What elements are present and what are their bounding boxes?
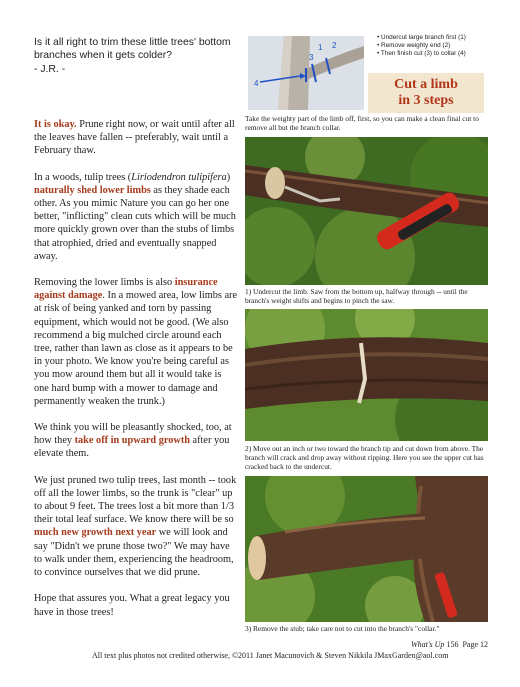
paragraph-text: we will look and say "Didn't we prune those two?" We may have to walk under them, experiencing the headroom, to convince ourselves that we did prune. [34,527,234,579]
highlight-text: insurance against damage [34,277,218,302]
paragraph-text: as they shade each other. As you mimic Nature you can go her one better, "inflicting" clean cuts which will be much more quickly grown over than the stubs of limbs that atrophied, dried and eventually snapped away. [34,184,236,262]
answer-paragraph [34,421,238,461]
paragraph-text: Hope that assures you. What a great legacy you have in those trees! [34,593,230,618]
paragraph-text: We just pruned two tulip trees, last month -- took off all the lower limbs, so the trunk is "clear" up to about 9 feet. The trees lost a bit more than 1/3 their total leaf surface. We know there will be so [34,474,237,526]
diagram-label: 2 [332,41,337,50]
reader-question [34,36,239,76]
page-number: Page 12 [462,640,488,649]
title-line: Cut a limb [394,77,458,92]
question-text: Is it all right to trim these little trees' bottom branches when it gets colder? [34,37,231,62]
step3-caption: 3) Remove the stub; take care not to cut into the branch's "collar." [245,624,440,633]
step2-photo [245,309,488,441]
step3-photo [245,476,488,622]
step2-caption: 2) Move out an inch or two toward the branch tip and cut down from above. The branch will crack and drop away without ripping. Here you see the upper cut has cracked back to the undercut. [245,444,484,472]
diagram-label: 1 [318,43,323,52]
step-item: • Undercut large branch first (1) [377,34,512,42]
paragraph-text: We think you will be pleasantly shocked, too, at how they [34,422,232,447]
paragraph-text: after you elevate them. [34,435,230,460]
paragraph-text: In a woods, tulip trees ( [34,171,132,183]
paragraph-text: . In a mowed area, low limbs are at risk of being yanked and torn by passing equipment, which would not be good. (We also recommend a big mulched circle around each tree, rather than lawn as close as it appears to be in your photo. We know you're being careful as you mow around them but all it would take is one hard bump with a mower to damage and permanently weaken the trunk.) [34,290,238,407]
step-item: • Then finish cut (3) to collar (4) [377,50,512,58]
step1-image [245,137,488,285]
paragraph-text: Prune right now, or wait until after all the leaves have fallen -- preferably, wait until a February thaw. [34,119,235,157]
intro-caption: Take the weighty part of the limb off, first, so you can make a clean final cut to remove all but the branch collar. [245,114,479,133]
diagram-label: 4 [254,79,259,88]
paragraph-text: Removing the lower limbs is also [34,277,175,289]
highlight-text: It is okay. [34,119,77,130]
answer-paragraph [34,474,238,580]
steps-list [377,34,512,58]
highlight-text: naturally shed lower limbs [34,184,151,196]
diagram-label: 3 [309,53,314,62]
publication-name: What's Up [410,640,445,649]
step1-caption: 1) Undercut the limb. Saw from the bottom up, halfway through -- until the branch's weight shifts and begins to pinch the saw. [245,287,468,306]
section-title [368,73,484,113]
page-footer [411,640,488,649]
answer-column [34,118,238,632]
copyright-credit: All text plus photos not credited otherwise, ©2011 Janet Macunovich & Steven Nikkila JMaxGarden@aol.com [92,651,449,660]
question-signature: - J.R. - [34,63,66,75]
highlight-text: much new growth next year [34,527,157,539]
answer-paragraph [34,171,238,263]
step1-photo [245,137,488,285]
paragraph-text: ) [226,171,231,183]
diagram-photo [248,36,364,110]
step3-image [245,476,488,622]
issue-number: 156 [446,640,459,649]
step2-image [245,309,488,441]
diagram-illustration [248,36,364,110]
step-item: • Remove weighty end (2) [377,42,512,50]
answer-paragraph [34,592,238,618]
latin-name: Liriodendron tulipifera [131,171,227,183]
title-line: in 3 steps [398,93,454,108]
answer-paragraph [34,118,238,158]
highlight-text: take off in upward growth [74,435,190,447]
answer-paragraph [34,276,238,408]
